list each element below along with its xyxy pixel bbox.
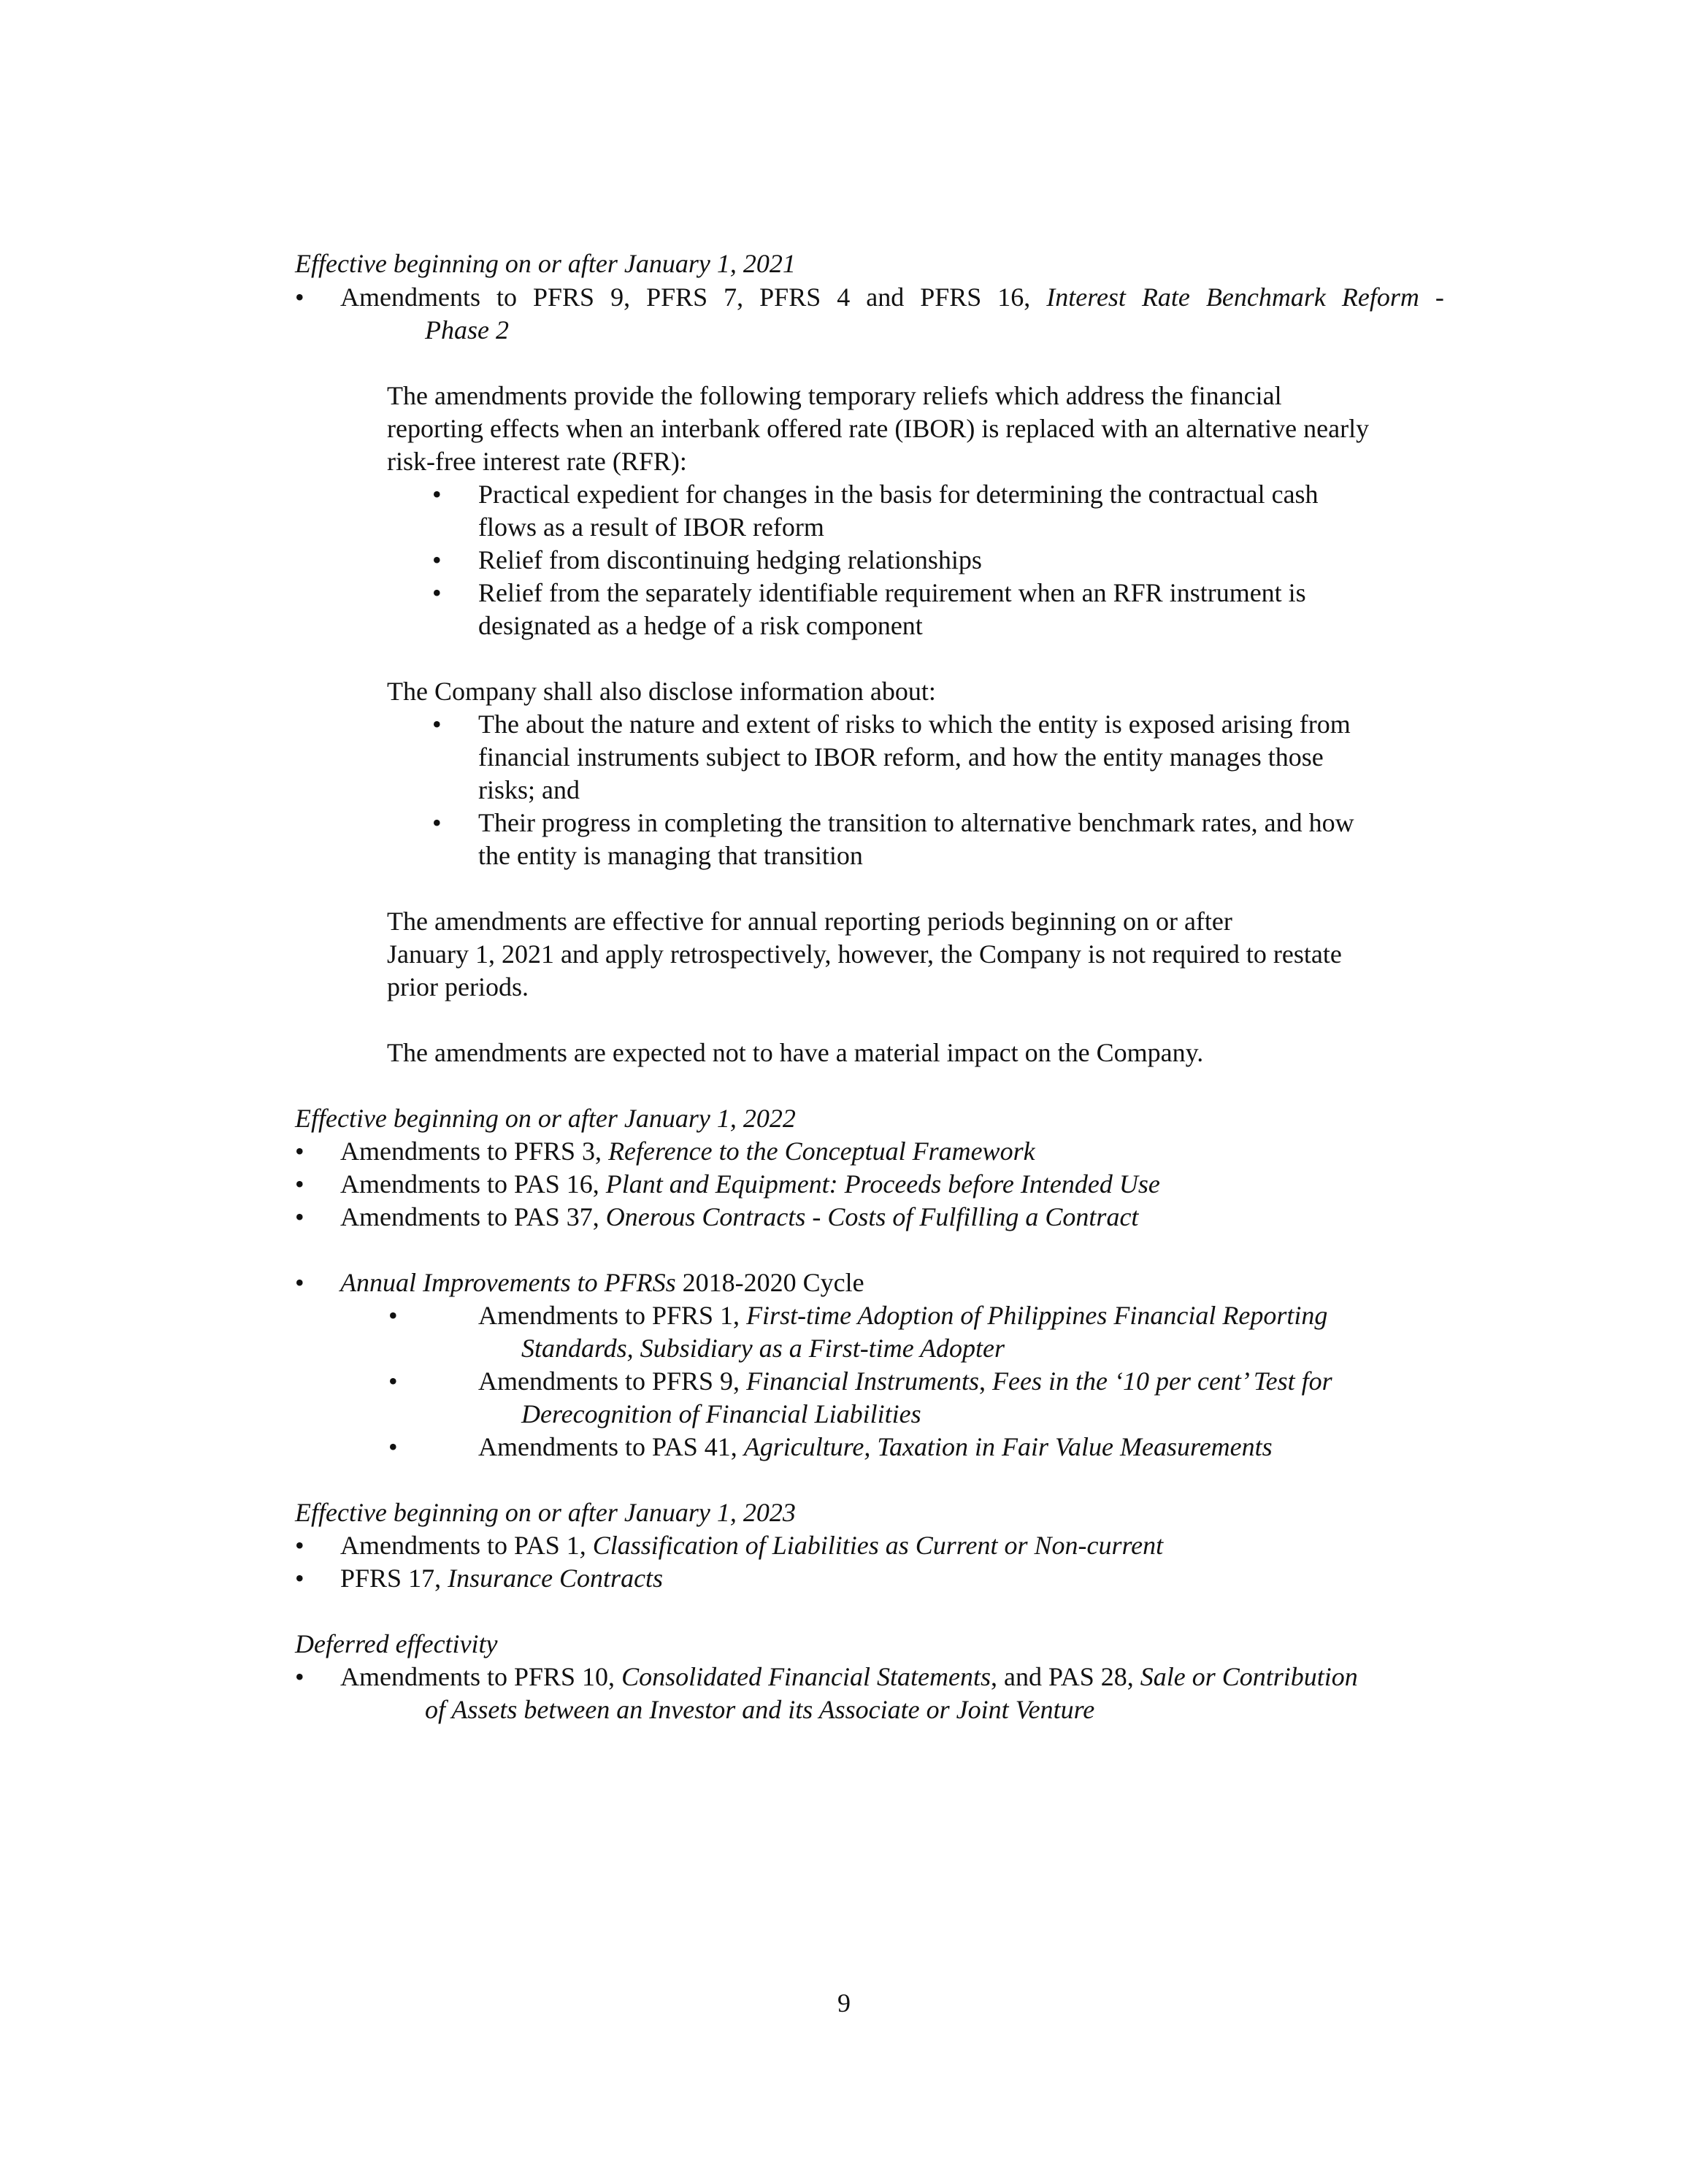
page-number: 9 <box>837 1988 851 2018</box>
list-item: • Amendments to PFRS 10, Consolidated Financial Statements, and PAS 28, Sale or Contribution <box>295 1661 304 1693</box>
paragraph-line: prior periods. <box>387 972 529 1001</box>
bullet-icon: • <box>432 808 442 837</box>
bullet-icon: • <box>295 1564 304 1593</box>
paragraph-line: The amendments are effective for annual reporting periods beginning on or after <box>387 907 1232 936</box>
bullet-icon: • <box>295 1268 304 1297</box>
list-item-continuation: Phase 2 <box>425 315 509 345</box>
bullet-icon: • <box>432 710 442 739</box>
list-item: • Amendments to PAS 16, Plant and Equipment: Proceeds before Intended Use <box>295 1168 304 1201</box>
paragraph-line: The amendments provide the following temporary reliefs which address the financial <box>387 381 1282 410</box>
list-item: • Amendments to PFRS 3, Reference to the Conceptual Framework <box>295 1135 304 1168</box>
list-item-continuation: flows as a result of IBOR reform <box>478 512 824 542</box>
section-heading-2021: Effective beginning on or after January 1, 2021 <box>295 249 796 278</box>
paragraph-line: risk-free interest rate (RFR): <box>387 447 687 476</box>
section-heading-deferred: Deferred effectivity <box>295 1629 498 1658</box>
bullet-icon: • <box>295 1202 304 1231</box>
list-item: • Amendments to PFRS 9, Financial Instruments, Fees in the ‘10 per cent’ Test for <box>388 1366 1332 1396</box>
bullet-icon: • <box>388 1432 398 1461</box>
list-item-continuation: Standards, Subsidiary as a First-time Adopter <box>521 1334 1005 1363</box>
list-item: • PFRS 17, Insurance Contracts <box>295 1562 304 1595</box>
list-item: • Amendments to PAS 37, Onerous Contracts - Costs of Fulfilling a Contract <box>295 1201 304 1234</box>
bullet-icon: • <box>295 1137 304 1166</box>
list-item-continuation: risks; and <box>478 775 580 804</box>
list-item: • Relief from discontinuing hedging relationships <box>432 544 442 577</box>
list-item-continuation: the entity is managing that transition <box>478 841 863 870</box>
list-item: • Practical expedient for changes in the basis for determining the contractual cash <box>432 478 442 511</box>
list-item: • Amendments to PFRS 1, First-time Adoption of Philippines Financial Reporting <box>388 1301 1328 1330</box>
list-item: • The about the nature and extent of risks to which the entity is exposed arising from <box>432 708 442 741</box>
bullet-icon: • <box>295 1531 304 1560</box>
paragraph-line: The amendments are expected not to have a material impact on the Company. <box>387 1038 1204 1067</box>
section-heading-2023: Effective beginning on or after January 1, 2023 <box>295 1498 796 1527</box>
bullet-icon: • <box>295 1169 304 1199</box>
section-heading-2022: Effective beginning on or after January 1, 2022 <box>295 1104 796 1133</box>
bullet-icon: • <box>432 578 442 607</box>
list-item: • Relief from the separately identifiable requirement when an RFR instrument is <box>432 577 442 610</box>
list-item <box>295 281 1444 314</box>
list-item-text: Amendments to PFRS 9, PFRS 7, PFRS 4 and PFRS 16, Interest Rate Benchmark Reform - <box>340 282 1444 312</box>
bullet-icon: • <box>432 480 442 509</box>
bullet-icon: • <box>388 1301 398 1330</box>
list-item: • Annual Improvements to PFRSs 2018-2020 Cycle <box>295 1266 304 1299</box>
paragraph-line: January 1, 2021 and apply retrospectively, however, the Company is not required to restate <box>387 939 1342 969</box>
list-item-continuation: financial instruments subject to IBOR reform, and how the entity manages those <box>478 742 1324 772</box>
list-item-continuation: Derecognition of Financial Liabilities <box>521 1399 921 1429</box>
bullet-icon: • <box>388 1366 398 1396</box>
list-item: • Amendments to PAS 1, Classification of Liabilities as Current or Non-current <box>295 1529 304 1562</box>
paragraph-line: reporting effects when an interbank offered rate (IBOR) is replaced with an alternative nearly <box>387 414 1370 443</box>
bullet-icon: • <box>295 1662 304 1691</box>
paragraph-line: The Company shall also disclose information about: <box>387 677 936 706</box>
list-item: • Their progress in completing the transition to alternative benchmark rates, and how <box>432 807 442 839</box>
bullet-icon: • <box>295 282 304 312</box>
list-item: • Amendments to PAS 41, Agriculture, Taxation in Fair Value Measurements <box>388 1432 1273 1461</box>
list-item-continuation: of Assets between an Investor and its Associate or Joint Venture <box>425 1695 1095 1724</box>
bullet-icon: • <box>432 545 442 574</box>
list-item-continuation: designated as a hedge of a risk component <box>478 611 923 640</box>
